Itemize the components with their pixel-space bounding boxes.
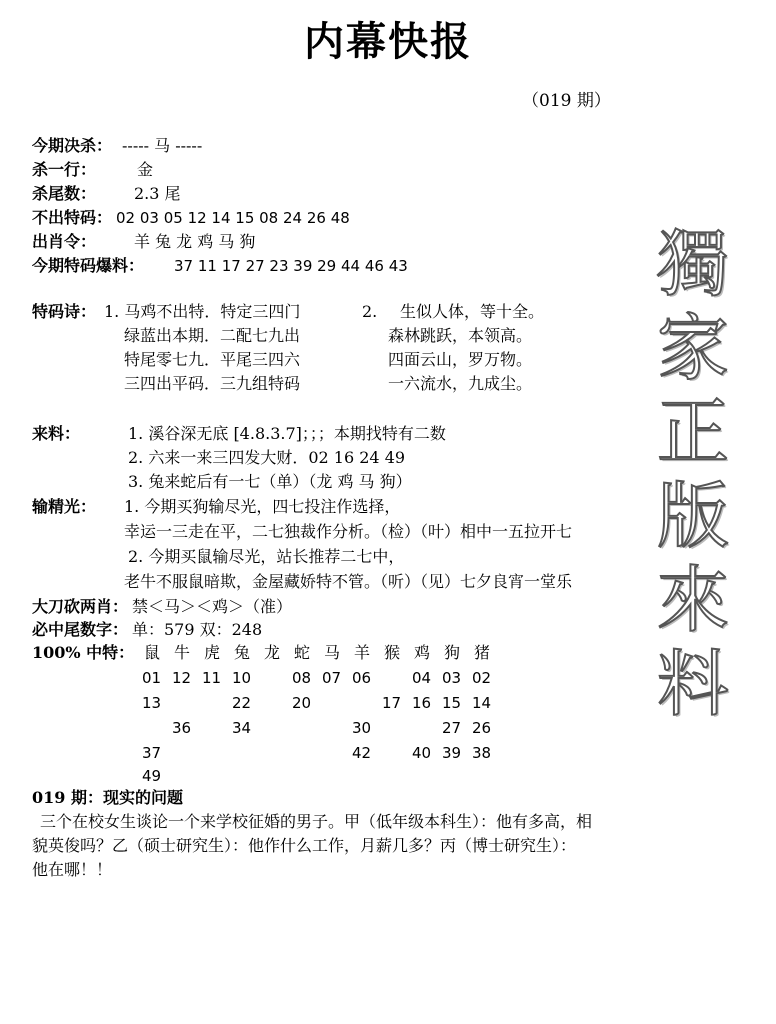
poem-left-line: 特尾零七九．平尾三四六: [124, 350, 301, 369]
grid-number: 02: [472, 669, 492, 687]
zodiac-header: 鼠: [144, 643, 161, 662]
side-char: 家: [656, 306, 729, 390]
burst-label: 今期特码爆料：: [32, 256, 145, 275]
issue-number: （019 期）: [522, 91, 611, 111]
poem-right-number: 2.: [362, 302, 378, 321]
grid-number: 37: [142, 744, 162, 762]
source-item: 1. 溪谷深无底 [4.8.3.7]；；；本期找特有二数: [128, 424, 446, 443]
zodiac-header: 猪: [474, 643, 491, 662]
source-item: 3. 兔来蛇后有一七（单）（龙 鸡 马 狗）: [128, 472, 412, 491]
source-item: 2. 六来一来三四发大财．02 16 24 49: [128, 448, 406, 467]
poem-left-line: 1. 马鸡不出特．特定三四门: [104, 302, 301, 321]
zodiac-value: 羊 兔 龙 鸡 马 狗: [134, 232, 256, 251]
grid-number: 08: [292, 669, 312, 687]
grid-number: 39: [442, 744, 462, 762]
side-char: 來: [656, 558, 729, 642]
grid-number: 11: [202, 669, 222, 687]
grid-number: 14: [472, 694, 492, 712]
chop-label: 大刀砍两肖：: [32, 597, 129, 616]
grid-number: 27: [442, 719, 462, 737]
kill-element-label: 杀一行：: [32, 160, 97, 179]
zodiac-header: 鸡: [414, 643, 431, 662]
lose-line: 老牛不服鼠暗欺，金屋藏娇特不管。（听）（见）七夕良宵一堂乐: [124, 572, 573, 591]
no-code-value: 02 03 05 12 14 15 08 24 26 48: [116, 209, 350, 227]
zodiac-header: 虎: [204, 643, 221, 662]
grid-number: 40: [412, 744, 432, 762]
zodiac-header: 羊: [354, 643, 371, 662]
zodiac-label: 出肖令：: [32, 232, 97, 251]
poem-label: 特码诗：: [32, 302, 97, 321]
side-char: 獨: [656, 222, 729, 306]
zodiac-header: 狗: [444, 643, 461, 662]
grid-number: 06: [352, 669, 372, 687]
story-line: 貌英俊吗？乙（硕士研究生）：他作什么工作，月薪几多？丙（博士研究生）：: [32, 836, 577, 855]
grid-number: 42: [352, 744, 372, 762]
lose-line: 幸运一三走在平，二七独裁作分析。（检）（叶）相中一五拉开七: [124, 522, 573, 541]
grid-number: 36: [172, 719, 192, 737]
side-char: 正: [656, 390, 729, 474]
zodiac-header: 马: [324, 643, 341, 662]
tail-value: 单：579 双：248: [132, 620, 263, 639]
kill-value: ----- 马 -----: [122, 136, 203, 155]
kill-tail-value: 2.3 尾: [134, 184, 181, 203]
zodiac-header: 龙: [264, 643, 281, 662]
zodiac-header: 蛇: [294, 643, 311, 662]
grid-number: 34: [232, 719, 252, 737]
grid-number: 03: [442, 669, 462, 687]
grid-number: 30: [352, 719, 372, 737]
source-label: 来料：: [32, 424, 81, 443]
lose-line: 1. 今期买狗输尽光，四七投注作选择，: [124, 497, 401, 516]
side-banner: [648, 222, 738, 726]
zodiac-header: 兔: [234, 643, 251, 662]
grid-number: 01: [142, 669, 162, 687]
side-char: 料: [656, 642, 729, 726]
lose-line: 2. 今期买鼠输尽光，站长推荐二七中，: [128, 547, 405, 566]
page-title: 内幕快报: [304, 19, 472, 65]
grid-number: 16: [412, 694, 432, 712]
lose-label: 输精光：: [32, 497, 97, 516]
grid-number: 38: [472, 744, 492, 762]
kill-element-value: 金: [137, 160, 154, 179]
tail-label: 必中尾数字：: [32, 620, 129, 639]
story-line: 他在哪！！: [32, 860, 113, 879]
story-line: 三个在校女生谈论一个来学校征婚的男子。甲（低年级本科生）：他有多高，相: [40, 812, 593, 831]
grid-number: 26: [472, 719, 492, 737]
grid-number: 13: [142, 694, 162, 712]
zodiac-header: 牛: [174, 643, 191, 662]
side-char: 版: [656, 474, 729, 558]
grid-number: 10: [232, 669, 252, 687]
poem-right-line: 森林跳跃，本领高。: [388, 326, 533, 345]
grid-number: 07: [322, 669, 342, 687]
grid-number: 20: [292, 694, 312, 712]
grid-label: 100% 中特：: [32, 643, 135, 662]
grid-number: 49: [142, 767, 162, 785]
grid-number: 04: [412, 669, 432, 687]
chop-value: 禁＜马＞＜鸡＞（准）: [132, 597, 293, 616]
poem-left-line: 绿蓝出本期．二配七九出: [124, 326, 301, 345]
poem-right-line: 一六流水，九成尘。: [388, 374, 533, 393]
zodiac-header: 猴: [384, 643, 401, 662]
grid-number: 22: [232, 694, 252, 712]
grid-number: 17: [382, 694, 402, 712]
grid-number: 15: [442, 694, 462, 712]
kill-label: 今期决杀：: [32, 136, 113, 155]
kill-tail-label: 杀尾数：: [32, 184, 97, 203]
burst-value: 37 11 17 27 23 39 29 44 46 43: [174, 257, 408, 275]
grid-number: 12: [172, 669, 192, 687]
poem-left-line: 三四出平码．三九组特码: [124, 374, 301, 393]
no-code-label: 不出特码：: [32, 208, 113, 227]
story-title: 019 期：现实的问题: [32, 788, 183, 807]
poem-right-line: 生似人体，等十全。: [400, 302, 545, 321]
poem-right-line: 四面云山，罗万物。: [388, 350, 533, 369]
